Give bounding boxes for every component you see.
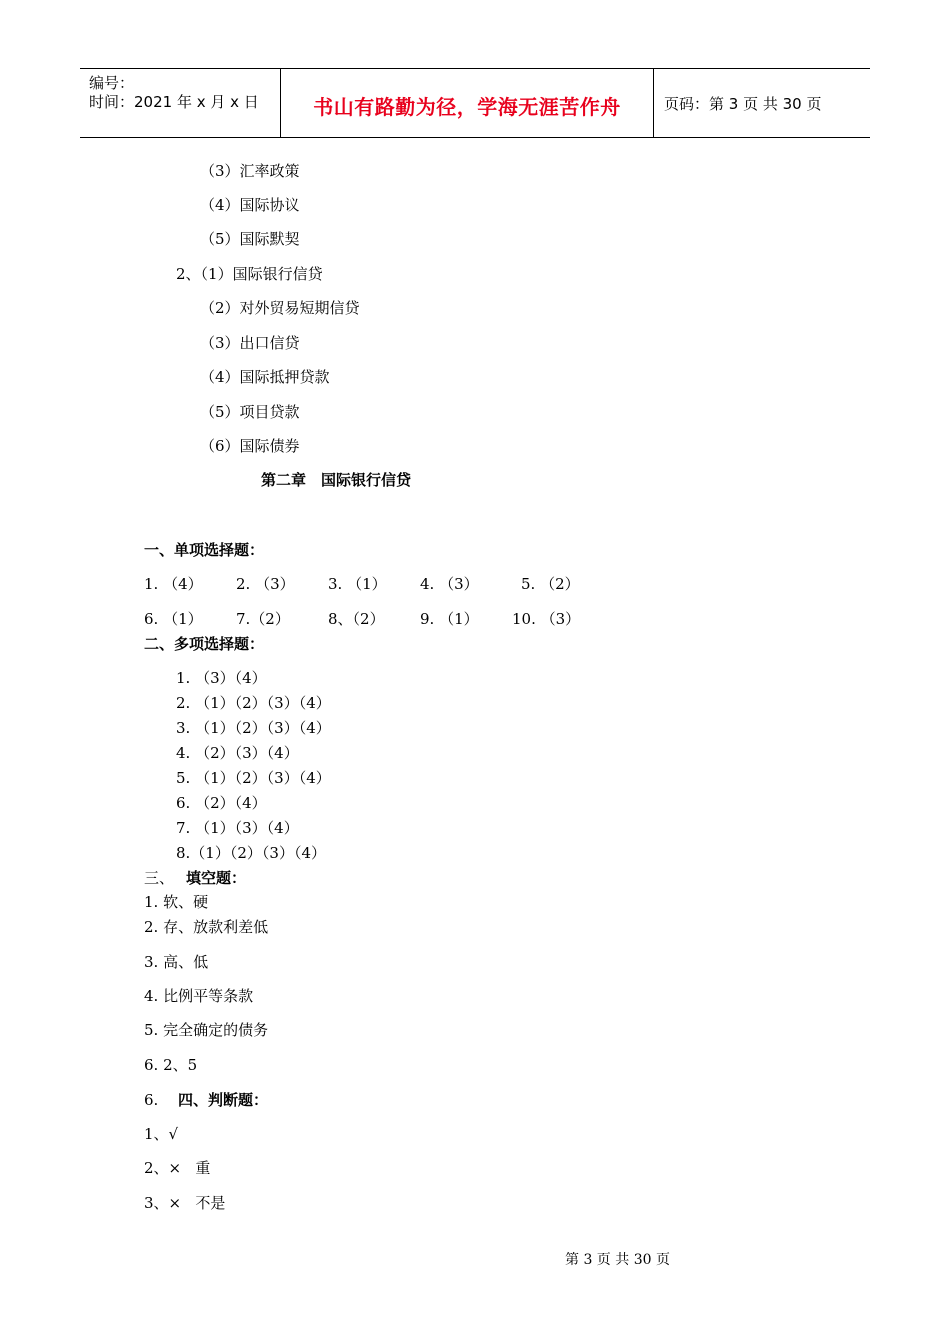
date-label: 时间：2021 年 x 月 x 日 — [89, 93, 259, 111]
answer-item: 6. （2）（4） — [176, 794, 267, 812]
answer-item: 3. （1） — [328, 575, 387, 593]
answer-item: 6. （1） — [144, 610, 203, 628]
answer-item: 10. （3） — [512, 610, 581, 628]
answer-item: 2. （3） — [236, 575, 295, 593]
answer-item: 5. （2） — [521, 575, 580, 593]
header-middle-cell — [281, 69, 654, 137]
answer-item: 4. （3） — [420, 575, 479, 593]
list-item: （3）汇率政策 — [200, 162, 300, 180]
header-left-cell — [80, 69, 281, 137]
section-title: 四、判断题： — [178, 1091, 269, 1109]
answer-item: 9. （1） — [420, 610, 479, 628]
list-item: 2、（1）国际银行信贷 — [176, 265, 323, 283]
header-motto: 书山有路勤为径，学海无涯苦作舟 — [313, 95, 621, 119]
answer-item: 5. （1）（2）（3）（4） — [176, 769, 331, 787]
answer-item: 7.（2） — [236, 610, 290, 628]
answer-item: 1、√ — [144, 1125, 179, 1143]
answer-item: 6. 2、5 — [144, 1056, 198, 1074]
section-title: 填空题： — [186, 869, 247, 887]
answer-item: 5. 完全确定的债务 — [144, 1021, 269, 1039]
answer-item: 2、× 重 — [144, 1159, 211, 1177]
answer-item: 4. （2）（3）（4） — [176, 744, 299, 762]
header-right-cell — [654, 69, 870, 137]
answer-item: 8、（2） — [328, 610, 385, 628]
answer-item: 2. （1）（2）（3）（4） — [176, 694, 331, 712]
number-label: 编号： — [89, 74, 135, 92]
section-title: 一、单项选择题： — [144, 541, 265, 559]
chapter-title: 第二章 国际银行信贷 — [261, 471, 412, 489]
list-item: （4）国际协议 — [200, 196, 300, 214]
section-number: 三、 — [144, 869, 175, 887]
list-item: （6）国际债券 — [200, 437, 300, 455]
list-item: （4）国际抵押贷款 — [200, 368, 330, 386]
section-title: 二、多项选择题： — [144, 635, 265, 653]
answer-item: 7. （1）（3）（4） — [176, 819, 299, 837]
list-item: （5）项目贷款 — [200, 403, 300, 421]
answer-item: 1. 软、硬 — [144, 893, 209, 911]
answer-item: 4. 比例平等条款 — [144, 987, 254, 1005]
page-header — [80, 68, 870, 138]
answer-item: 2. 存、放款利差低 — [144, 918, 269, 936]
answer-item: 3、× 不是 — [144, 1194, 226, 1212]
answer-item: 1. （3）（4） — [176, 669, 267, 687]
section-prefix: 6. — [144, 1091, 159, 1109]
list-item: （2）对外贸易短期信贷 — [200, 299, 360, 317]
answer-item: 3. （1）（2）（3）（4） — [176, 719, 331, 737]
answer-item: 3. 高、低 — [144, 953, 209, 971]
page-footer: 第 3 页 共 30 页 — [565, 1252, 670, 1268]
answer-item: 1. （4） — [144, 575, 203, 593]
header-page-info: 页码：第 3 页 共 30 页 — [664, 95, 822, 113]
list-item: （5）国际默契 — [200, 230, 300, 248]
answer-item: 8.（1）（2）（3）（4） — [176, 844, 326, 862]
list-item: （3）出口信贷 — [200, 334, 300, 352]
